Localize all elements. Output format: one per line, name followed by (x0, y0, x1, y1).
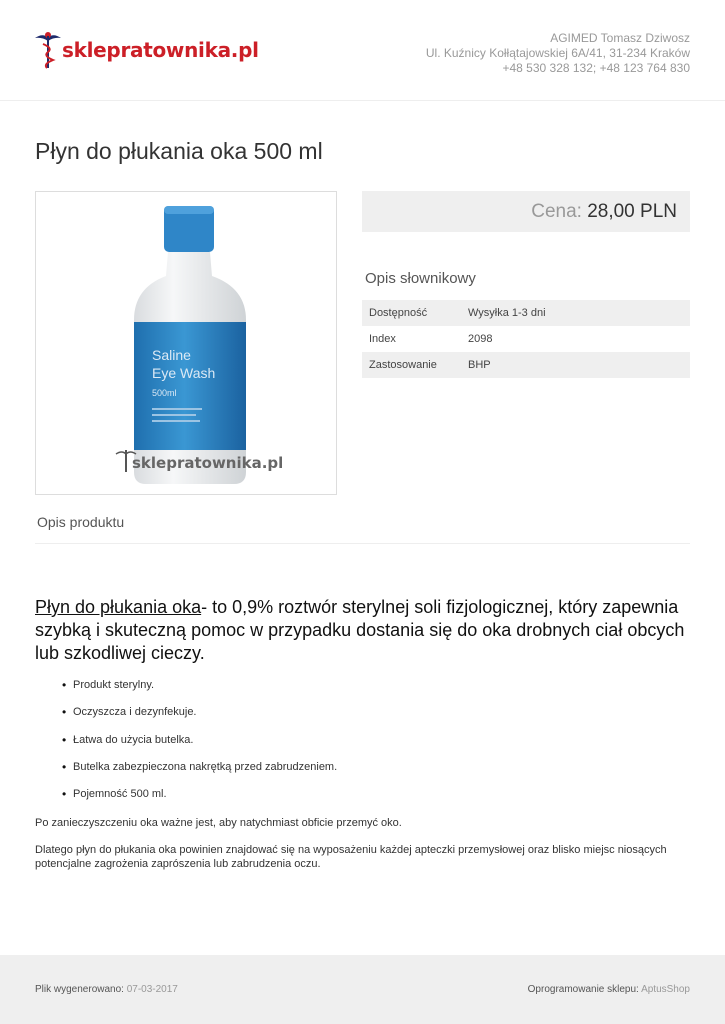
price (531, 201, 677, 223)
attributes-table (362, 300, 690, 378)
table-row (362, 352, 690, 378)
paragraph-1: Po zanieczyszczeniu oka ważne jest, aby natychmiast obficie przemyć oko. (35, 817, 402, 829)
company-info (426, 31, 690, 76)
page-title: Płyn do płukania oka 500 ml (35, 138, 323, 164)
list-item: • Oczyszcza i dezynfekuje. (62, 704, 337, 731)
attribute-key: Index (369, 333, 396, 345)
divider (35, 543, 690, 544)
logo[interactable] (34, 30, 259, 70)
list-item: • Pojemność 500 ml. (62, 786, 337, 813)
bottle-label-line2: Eye Wash (152, 365, 216, 381)
footer (0, 955, 725, 1024)
logo-text: sklepratownika.pl (62, 38, 259, 62)
caduceus-icon (34, 30, 62, 70)
attribute-key: Dostępność (362, 300, 461, 326)
company-phones: +48 530 328 132; +48 123 764 830 (502, 61, 690, 75)
bottle-label-line1: Saline (152, 347, 191, 363)
list-item: • Butelka zabezpieczona nakrętką przed zabrudzeniem. (62, 759, 337, 786)
company-name: AGIMED Tomasz Dziwosz (550, 31, 690, 45)
company-address: Ul. Kuźnicy Kołłątajowskiej 6A/41, 31-234 Kraków (425, 46, 690, 60)
generated-label: Plik wygenerowano: (35, 984, 124, 995)
software-link[interactable]: AptusShop (641, 984, 690, 995)
software-label: Oprogramowanie sklepu: (527, 984, 639, 995)
price-value: 28,00 PLN (587, 201, 677, 222)
list-item: • Produkt sterylny. (62, 677, 337, 704)
software-info (528, 984, 690, 995)
feature-list (62, 677, 337, 813)
product-image[interactable] (35, 191, 337, 495)
list-item: • Łatwa do użycia butelka. (62, 732, 337, 759)
table-row (362, 300, 690, 326)
paragraph-2: Dlatego płyn do płukania oka powinien znajdować się na wyposażeniu każdej apteczki przemysłowej oraz blisko miejsc niosących potencjalne zagrożenia zaprószenia lub zabrudzenia oczu. (35, 844, 667, 870)
attribute-key: Zastosowanie (362, 352, 461, 378)
price-box (362, 191, 690, 232)
product-link[interactable]: Płyn do płukania oka (35, 597, 202, 617)
attribute-value: BHP (461, 352, 690, 378)
watermark-text: sklepratownika.pl (132, 454, 284, 472)
generated-info (35, 984, 178, 995)
dictionary-title: Opis słownikowy (365, 270, 476, 287)
description-title: Opis produktu (37, 514, 125, 530)
bottle-label-volume: 500ml (152, 388, 177, 398)
attribute-value: 2098 (468, 333, 493, 345)
description-lead (35, 596, 695, 665)
bottle-illustration (36, 192, 336, 494)
generated-date: 07-03-2017 (126, 984, 178, 995)
table-row (362, 326, 690, 352)
header (0, 0, 725, 101)
attribute-value: Wysyłka 1-3 dni (461, 300, 690, 326)
lead-text: - to 0,9% roztwór sterylnej soli fizjologicznej, który zapewnia szybką i skuteczną pomoc w przypadku dostania się do oka drobnych ciał obcych lub szkodliwej cieczy. (35, 597, 685, 663)
price-label: Cena: (531, 201, 582, 222)
